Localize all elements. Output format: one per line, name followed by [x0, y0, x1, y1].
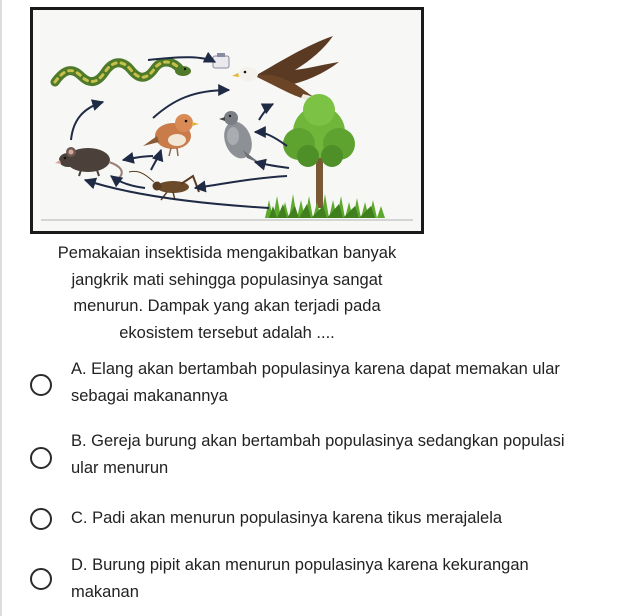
arrow-tree-to-pigeon-2	[255, 162, 289, 168]
option-c-label[interactable]	[71, 505, 611, 532]
arrow-rat-to-snake	[71, 102, 103, 140]
option-a-label[interactable]	[71, 356, 611, 409]
question-text	[30, 240, 424, 346]
arrow-sparrow-to-rat	[123, 156, 153, 160]
option-a-line-2: sebagai makanannya	[71, 386, 228, 405]
question-line: Pemakaian insektisida mengakibatkan banyak	[57, 244, 397, 262]
option-b-line-2: ular menurun	[71, 458, 169, 477]
arrow-tree-to-pigeon	[255, 132, 287, 146]
option-d-label[interactable]	[71, 552, 611, 605]
cricket-illustration	[129, 171, 199, 200]
rat-illustration	[55, 147, 122, 178]
arrow-grass-to-cricket	[195, 176, 287, 188]
question-line: ekosistem tersebut adalah ....	[119, 323, 335, 342]
sparrow-illustration	[143, 114, 199, 156]
option-d-line-2: makanan	[71, 582, 139, 601]
option-a-radio[interactable]	[30, 374, 52, 396]
option-c-line-1: C. Padi akan menurun populasinya karena tikus merajalela	[71, 509, 503, 527]
option-d[interactable]	[30, 552, 610, 606]
snake-illustration	[55, 62, 191, 82]
arrow-cricket-to-sparrow	[151, 150, 161, 170]
option-c-radio[interactable]	[30, 508, 52, 530]
eagle-illustration	[232, 36, 339, 103]
tree-illustration	[283, 94, 355, 208]
option-b-line-1: B. Gereja burung akan bertambah populasinya sedangkan populasi	[71, 432, 565, 450]
arrow-pigeon-to-eagle	[259, 104, 273, 120]
question-line: menurun. Dampak yang akan terjadi pada	[73, 297, 381, 315]
question-line: jangkrik mati sehingga populasinya sangat	[71, 270, 383, 289]
option-d-line-1: D. Burung pipit akan menurun populasinya karena kekurangan	[71, 556, 529, 574]
arrow-cricket-to-rat	[111, 176, 145, 188]
food-web-image	[30, 7, 424, 234]
option-c[interactable]	[30, 505, 610, 533]
left-border	[0, 0, 2, 616]
option-d-radio[interactable]	[30, 568, 52, 590]
option-a-line-1: A. Elang akan bertambah populasinya karena dapat memakan ular	[71, 360, 560, 378]
arrow-sparrow-to-eagle	[153, 90, 229, 118]
food-web-diagram	[33, 10, 421, 231]
pigeon-illustration	[219, 111, 261, 164]
option-a[interactable]	[30, 356, 610, 410]
option-b-radio[interactable]	[30, 447, 52, 469]
option-b[interactable]	[30, 428, 610, 482]
pesticide-icon	[213, 53, 229, 68]
grass-illustration	[265, 194, 385, 218]
option-b-label[interactable]	[71, 428, 611, 481]
